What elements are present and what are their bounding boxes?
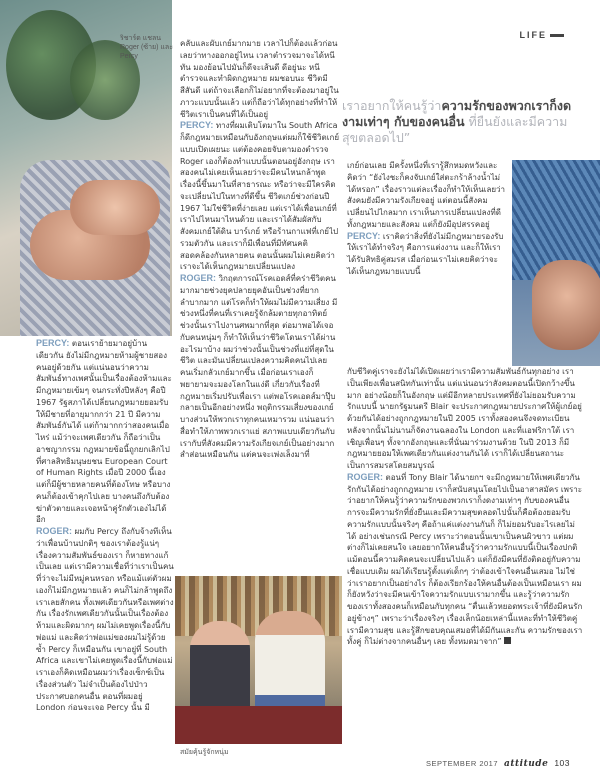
speaker-name: PERCY: [180,120,214,131]
speaker-name: PERCY: [36,338,70,348]
section-label: LIFE [519,30,547,40]
paragraph-text: ตอนเราย้ายมาอยู่บ้านเดียวกัน ยังไม่มีกฎหมายห้ามผู้ชายสองคนอยู่ด้วยกัน แต่แน่นอนว่าความสัมพันธ์ทางเพศนั้นเป็นเรื่องต้องห้ามและมีกฎหมายเข้มๆ จนกระทั่งปีหลังๆ คือปี 1967 รัฐสภาได้เปลี่ยนกฎหมายยอมรับให้มีชายที่อายุมากกว่า 21 ปี มีความสัมพันธ์กันได้ แต่ก้ามากกว่าสองคนเมื่อไหร่ แม้ว่าจะเพศเดียวกัน ก็ถือว่าเป็นอาชญากรรม กฎหมายข้อนี้ถูกยกเลิกไปที่ศาลสิทธิมนุษยชน European Court of Human Rights เมื่อปี 2000 นี้เอง แต่ก็มีผู้ชายหลายคนที่ต้องโทษ หรือบางคนก็ต้องเข้าคุกไปเลย บางคนถึงกับต้องฆ่าตัวตายและเจอหน้าคู่รักตัวเองไม่ได้อีก [36,339,172,525]
photo-caption-bottom: สมัยคุ้นรู้จักหนุ่ม [180,749,229,756]
pull-quote-part1: เราอยากให้คนรู้ว่า [342,98,442,113]
photo-caption-top: ริชาร์ด แชลน Roger (ซ้าย) และ Percy [120,35,173,60]
paragraph [347,231,507,278]
pull-quote-part3: ที่ยืนยังและมีความสุขตลอดไป” [342,114,568,145]
photo-hands-closeup [512,160,600,366]
photo-hand [70,180,160,235]
paragraph-text: ทางที่ผมเติบโตมาใน South Africa ก็ดีกฎหมายเหมือนกับอังกฤษแต่ผมก็ใช้ชีวิตเกย์แบบเปิดเผยนะ แต่ต้องคอยจับตามองตำรวจ Roger เองก็ต้องทำแบบนั้นตอนอยู่อังกฤษ เราสองคนไม่เคยเห็นเลยว่าจะมีคนไหนกล้าพูดเรื่องนี้ขึ้นมาในที่สาธารณะ หรือว่าจะมีใครคิดจะเปลี่ยนไปในทางที่ดีขึ้น ชีวิตเกย์ช่วงก่อนปี 1967 ไม่ใช่ชีวิตที่ง่ายเลย แต่เราได้เพื่อนเกย์ที่เราไปไหนมาไหนด้วย และเราได้สัมผัสกับสังคมเกย์ใต้ดิน บาร์เกย์ หรือร้านกาแฟที่เกย์ไปรวมตัวกัน และเราก็มีเพื่อนที่มีทัศนคติสอดคล้องกันหลายคน ตอนนั้นผมไม่เคยคิดว่าเราจะได้เห็นกฎหมายเปลี่ยนแปลง [180,121,340,272]
footer-date: SEPTEMBER 2017 [425,759,499,768]
speaker-name: ROGER: [36,526,72,536]
photo-sofa [175,706,342,744]
paragraph-text: เกย์ก่อนเลย มีครั้งหนึ่งที่เรารู้สึกหมดหวังและคิดว่า “ยังไงชะก็คงจับเกย์ใส่ตะกร้าล้างน้ำไม่ได้หรอก” เรื่องราวแต่ละเรื่องก็ทำให้เห็นเลยว่าสังคมยังมีความรังเกียจอยู่ แต่ตอนนี้สังคมเปลี่ยนไปไกลมาก เราเห็นการเปลี่ยนแปลงที่ดี ทั้งกฎหมายและสังคม แต่ก็ยังมีอุปสรรคอยู่ [347,161,506,229]
paragraph [36,526,174,714]
paragraph-text: ตอนที่ Tony Blair ได้นายกฯ จะมีกฎหมายให้เพศเดียวกันรักกันได้อย่างถูกกฎหมาย เราก็สนับสนุนโดยไปเป็นอาสาสมัคร เพราะว่าอยากให้คนรู้ว่าความรักของพวกเราก็งดงามเท่าๆ กับของคนอื่น การจะมีความรักที่ยั่งยืนและมีความสุขตลอดไปนั้นก็คือต้องยอมรับความรักแบบนั้นจริงๆ คือถ้าแค่แต่งงานกันก็ ก็ไม่ยอมรับอะไรเลยไม่ได้ อย่างเช่นกรณี Percy เพราะว่าตอนนั้นเขาเป็นคนผิวขาว แต่ผมต่างก็ไม่เคยสนใจ เลยอยากให้คนอื่นรู้ว่าความรักแบบนี้เป็นเรื่องปกติ แม้ตอนนี้ความคิดคนจะเปลี่ยนไปแล้ว แต่ก็ยังมีคนที่ยังติดอยู่กับความเชื่อแบบเดิม ผมได้เรียนรู้ตั้งแต่เด็กๆ ว่าต้องเข้าใจคนอื่นเสมอ ไม่ใช่ว่าเราอยากเป็นอย่างไร ก็ต้องเรียกร้องให้คนอื่นต้องเป็นเหมือนเรา ผมก็ยังหวังว่าจะมีคนเข้าใจความรักแบบเรามากขึ้น และรู้ว่าความรักของเราทั้งสองคนก็เหมือนกับทุกคน “ตื่นแล้วหยอดพระเจ้าที่ยังมีคนรักอยู่ข้างๆ” เพราะว่าเรื่องจริงๆ เรื่องเล็กน้อยเหล่านี้แหละที่ทำให้ชีวิตคู่เรามีความสุข และรู้สึกขอบคุณเสมอที่ได้มีกันและกัน ความรักของเราทั้งคู่ ก็ไม่ต่างจากคนอื่นๆ เลย ทั้งหมดมาจาก” [347,472,583,647]
page-number: 103 [554,758,570,768]
paragraph [36,338,174,526]
paragraph [347,366,583,472]
paragraph [347,472,583,648]
photo-couple-young [175,576,342,744]
paragraph [180,120,340,273]
paragraph-text: กับชีวิตคู่เราจะยังไม่ได้เปิดเผยว่าเรามีความสัมพันธ์กันทุกอย่าง เราเป็นเพียงเพื่อนสนิทกันเท่านั้น แต่แน่นอนว่าสังคมตอนนี้เปิดกว้างขึ้นมาก อย่างน้อยก็ในอังกฤษ แต่มีอีกหลายประเทศที่ยังไม่ยอมรับความรักแบบนี้ นายกรัฐมนตรี Blair จะประกาศกฎหมายประกาศให้ผู้เกย์อยู่ด้วยกันได้อย่างถูกกฎหมายในปี 2005 เราทั้งสองคนจึงจดทะเบียน หลังจากนั้นไม่นานก็จัดงานฉลองใน London และที่แอฟริกาใต้ เราเชิญเพื่อนๆ ทั้งจากอังกฤษและที่นั่นมาร่วมงานด้วย ในปี 2013 ก็มีกฎหมายยอมให้เพศเดียวกันแต่งงานกันได้ เราก็ได้เปลี่ยนสถานะเป็นการสมรสโดยสมบูรณ์ [347,367,582,470]
text-column-4 [347,366,583,648]
text-column-2 [180,38,340,461]
photo-hand [532,260,600,350]
paragraph [347,160,507,231]
section-bar [550,34,564,37]
pull-quote [342,98,580,146]
pull-quote-highlight: ความรักของพวกเราก็งดงามเท่าๆ กับของคนอื่น [342,98,572,129]
text-column-3 [347,160,507,278]
paragraph-text: ผมกับ Percy ถึงกับจ้างทีเห็นว่าเพื่อนบ้านปกติๆ ของเราต้องรู้แน่ๆ เรื่องความสัมพันธ์ของเรา ก็หายทางแก้เป็นเลย แต่เรามีความเชื่อที่ว่าเราเป็นคนที่ว่าจะไม่มีหมู่คนหรอก หรือแม้แต่ตัวผมเองก็ไม่มีกฎหมายแล้ว คนก็ไม่กล้าพูดถึงเราเลยสักคน ทั้งเพศเดียวกันหรือเพศต่างกัน เรื่องรักเพศเดียวกันนั้นเป็นเรื่องต้องห้ามและผิดมากๆ ผมไม่เคยพูดเรื่องนี้กับพ่อแม่ และคิดว่าพ่อแม่ของผมไม่รู้ด้วยซ้ำ Percy ก็เหมือนกัน เขาอยู่ที่ South Africa และเขาไม่เคยพูดเรื่องนี้กับพ่อแม่ เราเองก็คิดเหมือนผมว่าเรื่องเซ็กซ์เป็นเรื่องส่วนตัว ไม่จำเป็นต้องไปป่าวประกาศบอกคนอื่น ตอนที่ผมอยู่ London ก่อนจะเจอ Percy นั้น มี [36,527,174,713]
paragraph [180,273,340,461]
section-tag [520,30,565,40]
speaker-name: ROGER: [347,471,383,482]
speaker-name: ROGER: [180,273,216,283]
paragraph-text: เราคิดว่าสิ่งที่ยังไม่มีกฎหมายรองรับให้เราได้ทำจริงๆ คือการแต่งงาน และก็ให้เราได้รับสิทธิคู่สมรส เมื่อก่อนเราไม่เคยคิดว่าจะได้เห็นกฎหมายแบบนี้ [347,231,504,276]
paragraph-text: วิกฤตการณ์โรคเอดส์ที่คร่าชีวิตคนมากมายช่วงยุคปลายยุคอันเป็นช่วงที่ยากลำบากมาก แต่โรคก็ทำให้ผมไม่มีความเสี่ยง มีช่วงหนึ่งที่คนที่เราเคยรู้จักล้มตายทุกอาทิตย์ ช่วงนั้นเราไปงานศพมากที่สุด ต่อมาพอได้เจอกับคนหนุ่มๆ ก็ทำให้เห็นว่าชีวิตโดนเราได้ผ่านอะไรมาบ้าง ผมว่าช่วงนั้นเป็นช่วงที่แย่ที่สุดในชีวิต และมันเปลี่ยนแปลงความคิดคนไปเลย คนเริ่มกลัวเกย์มากขึ้น เมื่อก่อนเราเองก็พยายามจะมองโลกในแง่ดี เกี่ยวกับเรื่องที่กฎหมายเริ่มปรับเพื่อเรา แต่พอโรคเอดส์มาปุ๊บ กลายเป็นอีกอย่างหนึ่ง พฤติกรรมเสี่ยงของเกย์บางส่วนให้พวกเราทุกคนเหมารวม แน่นอนว่าสื่อทำให้ภาพพวกเราแย่ สภาพแบบเดียวกันกับเรากับที่สังคมมีความรังเกียจเกย์เป็นอย่างมาก สำส่อนเหมือนกัน แต่คนจะเพ่งเล็งมาที่ [180,274,338,460]
page-footer [426,758,570,769]
paragraph-text: คลับและผับเกย์มากมาย เวลาไปก็ต้องแล้วก่อนเลยว่าทางออกอยู่ไหน เวลาตำรวจมาจะได้หนีทัน มองย้อนไปมันก็ดีจะเส้นดี ดีอยู่นะ หนีตำรวจและทำผิดกฎหมาย ผมชอบนะ ชีวิตมีสีสันดี แต่ถ้าจะเลือกก็ไม่อยากที่จะต้องมาอยู่ในภาวะแบบนั้นแล้ว แต่ก็ถือว่าได้ทุกอย่างที่ทำให้ชีวิตเราเป็นคนที่ได้เป็นอยู่ [180,39,339,119]
speaker-name: PERCY: [347,230,381,241]
end-mark-icon [504,637,511,644]
magazine-name: attitude [504,759,549,769]
text-column-1 [36,338,174,714]
paragraph [180,38,340,120]
